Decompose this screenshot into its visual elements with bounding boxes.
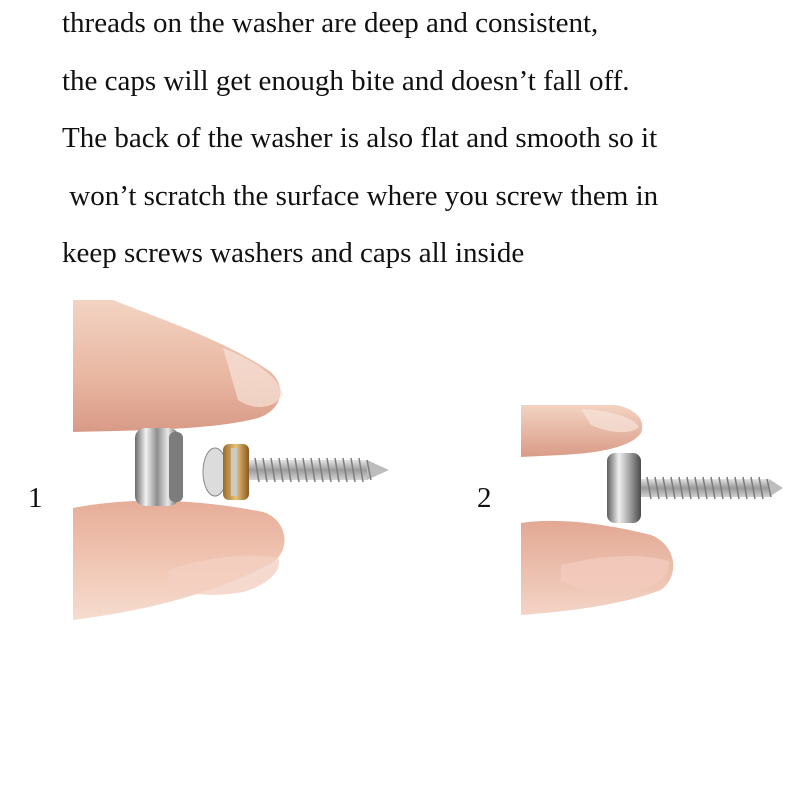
capped-screw-image <box>521 405 787 615</box>
screw-cap-assembly-image <box>73 300 393 620</box>
step-number-2: 2 <box>477 482 492 514</box>
text-line-3: The back of the washer is also flat and smooth so it <box>62 122 658 154</box>
text-line-4: won’t scratch the surface where you screw them in <box>62 180 659 212</box>
text-line-5: keep screws washers and caps all inside <box>62 237 525 269</box>
text-line-2: the caps will get enough bite and doesn’t fall off. <box>62 65 630 97</box>
product-photo-2 <box>521 405 787 615</box>
product-photo-1 <box>73 300 393 620</box>
text-line-1: threads on the washer are deep and consistent, <box>62 7 599 39</box>
step-number-1: 1 <box>28 482 43 514</box>
